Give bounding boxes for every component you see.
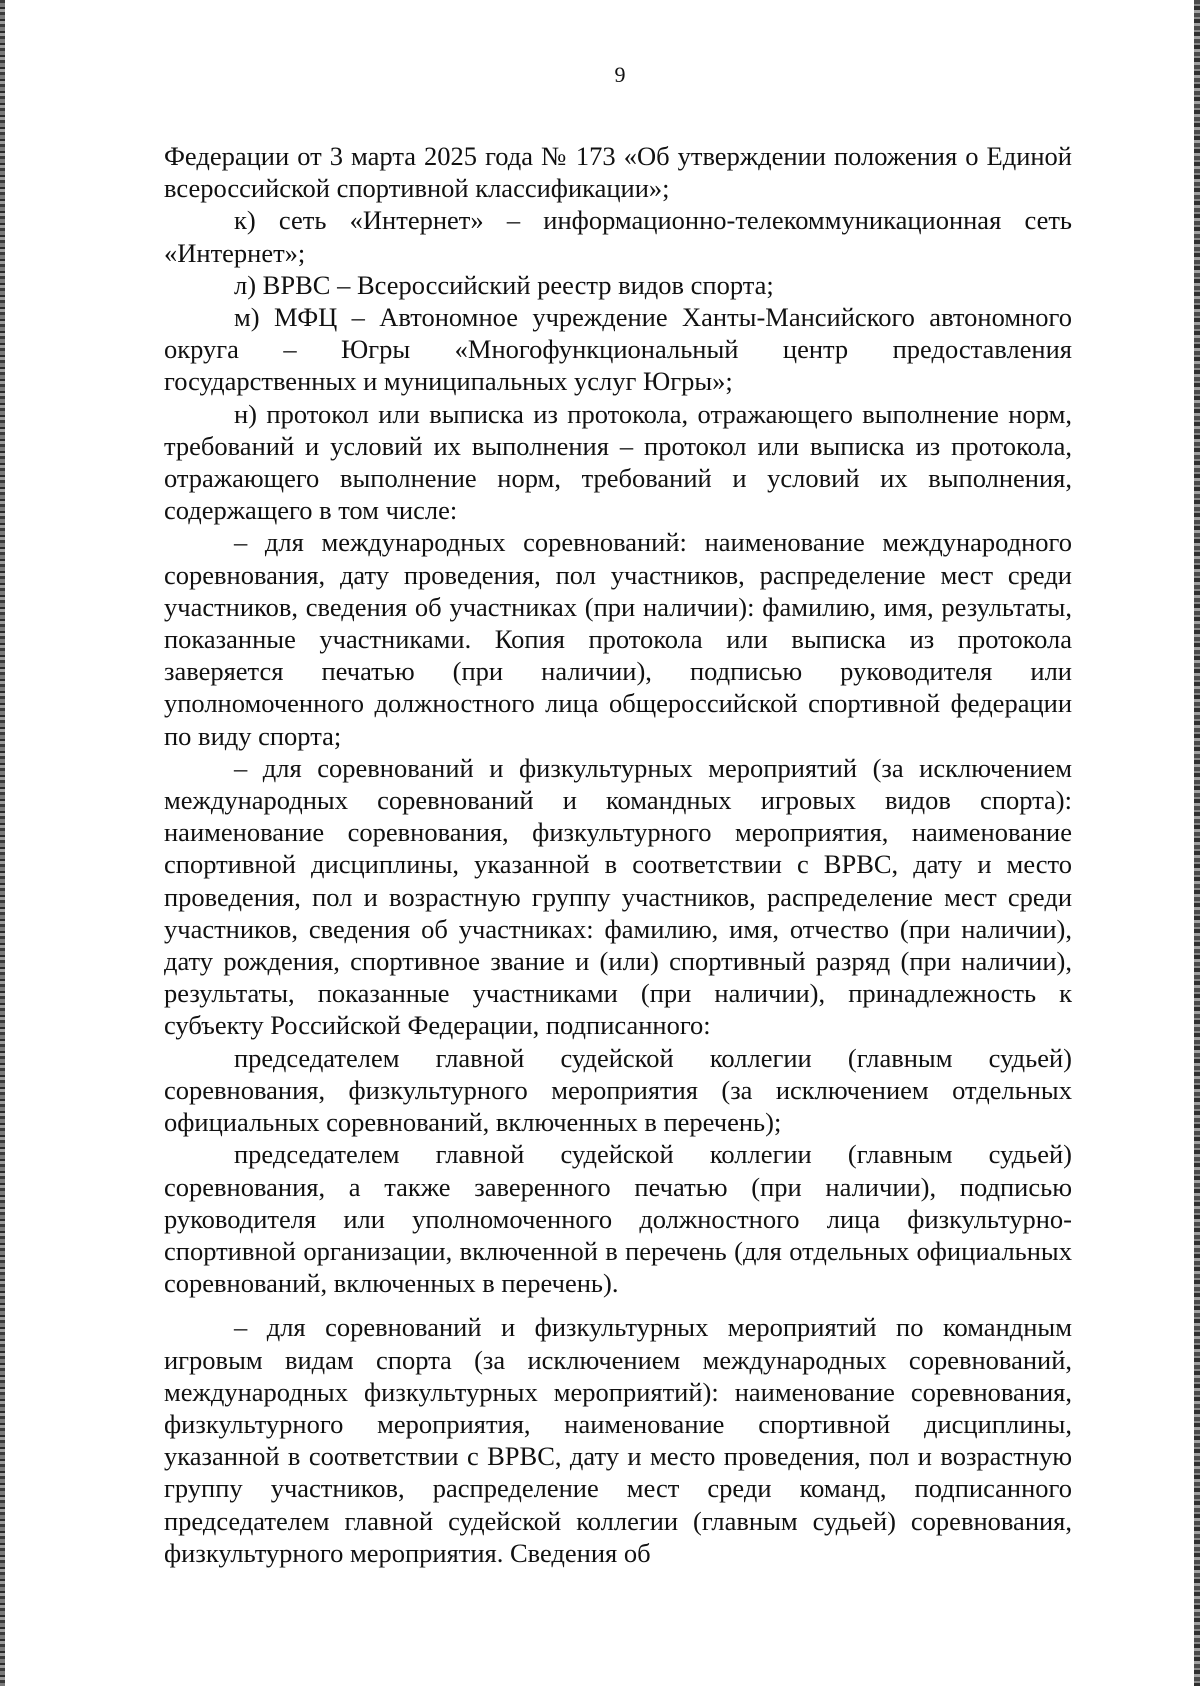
page-number: 9: [614, 62, 626, 87]
paragraph-international-competitions: – для международных соревнований: наименование международного соревнования, дату проведения, пол участников, распределение мест среди участников, сведения об участниках (при наличии): фамилию, имя, результаты, показанные участниками. Копия протокола или выписка из протокола заверяется печатью (при наличии), подписью руководителя или уполномоченного должностного лица общероссийской спортивной федерации по виду спорта;: [164, 527, 1072, 751]
scan-edge-left: [0, 0, 5, 1686]
paragraph-item-n: н) протокол или выписка из протокола, отражающего выполнение норм, требований и условий их выполнения – протокол или выписка из протокола, отражающего выполнение норм, требований и условий их выполнения, содержащего в том числе:: [164, 398, 1072, 526]
scan-edge-right: [1194, 0, 1200, 1686]
paragraph-item-k: к) сеть «Интернет» – информационно-телекоммуникационная сеть «Интернет»;: [164, 205, 1072, 268]
paragraph-item-l: л) ВРВС – Всероссийский реестр видов спорта;: [234, 269, 774, 300]
document-body: [164, 140, 1072, 1569]
paragraph-team-sports: – для соревнований и физкультурных мероприятий по командным игровым видам спорта (за исключением международных соревнований, международных физкультурных мероприятий): наименование соревнования, физкультурного мероприятия, наименование спортивной дисциплины, указанной в соответствии с ВРВС, дату и место проведения, пол и возрастную группу участников, распределение мест среди команд, подписанного председателем главной судейской коллегии (главным судьей) соревнования, физкультурного мероприятия. Сведения об: [164, 1312, 1072, 1568]
paragraph-signed-by-chief-judge: председателем главной судейской коллегии (главным судьей) соревнования, физкультурного мероприятия (за исключением отдельных официальных соревнований, включенных в перечень);: [164, 1042, 1072, 1138]
paragraph-continuation: Федерации от 3 марта 2025 года № 173 «Об утверждении положения о Единой всероссийской спортивной классификации»;: [164, 141, 1072, 204]
paragraph-competitions-events: – для соревнований и физкультурных мероприятий (за исключением международных соревнований и командных игровых видов спорта): наименование соревнования, физкультурного мероприятия, наименование спортивной дисциплины, указанной в соответствии с ВРВС, дату и место проведения, пол и возрастную группу участников, распределение мест среди участников, сведения об участниках: фамилию, имя, отчество (при наличии), дату рождения, спортивное звание и (или) спортивный разряд (при наличии), результаты, показанные участниками (при наличии), принадлежность к субъекту Российской Федерации, подписанного:: [164, 752, 1072, 1041]
paragraph-signed-and-sealed: председателем главной судейской коллегии (главным судьей) соревнования, а также заверенного печатью (при наличии), подписью руководителя или уполномоченного должностного лица физкультурно-спортивной организации, включенной в перечень (для отдельных официальных соревнований, включенных в перечень).: [164, 1139, 1072, 1299]
paragraph-item-m: м) МФЦ – Автономное учреждение Ханты-Мансийского автономного округа – Югры «Многофункциональный центр предоставления государственных и муниципальных услуг Югры»;: [164, 302, 1072, 397]
